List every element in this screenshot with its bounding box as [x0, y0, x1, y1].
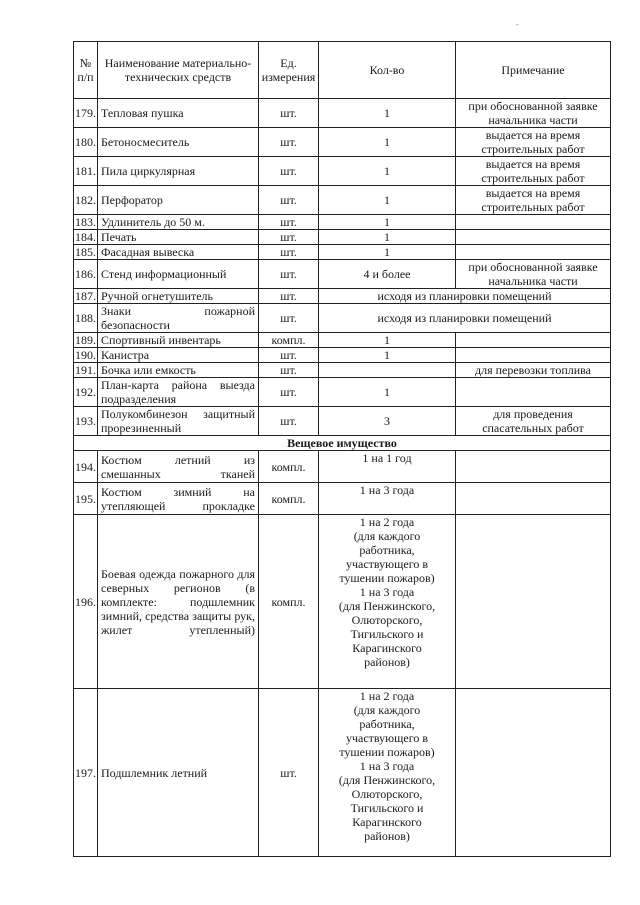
item-quantity: 1 — [319, 348, 456, 363]
row-number: 196. — [74, 515, 98, 689]
row-number: 186. — [74, 260, 98, 289]
item-unit: шт. — [259, 215, 319, 230]
table-row — [74, 260, 611, 289]
item-note — [456, 515, 611, 689]
item-note: для проведения спасательных работ — [456, 407, 611, 436]
header-qty: Кол-во — [319, 42, 456, 99]
item-name: Боевая одежда пожарного для северных регионов (в комплекте: подшлемник зимний, средства защиты рук, жилет утепленный) — [98, 515, 259, 689]
item-unit: шт. — [259, 245, 319, 260]
item-note — [456, 451, 611, 483]
quantity-line: (для Пенжинского, — [338, 599, 436, 613]
item-quantity: 1 — [319, 128, 456, 157]
row-number: 190. — [75, 348, 96, 362]
item-note — [456, 483, 611, 515]
item-unit: шт. — [259, 186, 319, 215]
item-name: Полукомбинезон защитный прорезиненный — [98, 407, 259, 436]
materials-table — [73, 41, 611, 857]
item-note: выдается на время строительных работ — [456, 128, 611, 157]
table-row — [74, 289, 611, 304]
quantity-line: (для каждого — [353, 703, 421, 717]
item-quantity: 1 на 1 год — [319, 451, 456, 483]
item-quantity — [319, 515, 456, 689]
table-row — [74, 333, 611, 348]
table-row — [74, 215, 611, 230]
item-note — [456, 348, 611, 363]
item-note — [456, 245, 611, 260]
item-name: Костюм летний из смешанных тканей — [98, 451, 259, 483]
row-number: 183. — [75, 215, 96, 229]
row-number: 189. — [75, 333, 96, 347]
row-number: 184. — [75, 230, 96, 244]
quantity-line: 1 на 2 года — [359, 689, 415, 703]
item-merged-note: исходя из планировки помещений — [319, 289, 611, 304]
quantity-line: 1 на 3 года — [359, 585, 415, 599]
table-row — [74, 245, 611, 260]
item-quantity — [319, 363, 456, 378]
item-unit: компл. — [259, 451, 319, 483]
item-quantity: 1 — [319, 215, 456, 230]
table-row — [74, 128, 611, 157]
item-name: План-карта района выезда подразделения — [98, 378, 259, 407]
item-quantity: 1 — [319, 333, 456, 348]
quantity-line: Олюторского, — [351, 613, 423, 627]
table-row — [74, 230, 611, 245]
item-unit: компл. — [259, 333, 319, 348]
item-name: Удлинитель до 50 м. — [98, 215, 259, 230]
row-number: 195. — [74, 483, 98, 515]
table-row — [74, 99, 611, 128]
item-quantity: 1 — [319, 245, 456, 260]
row-number: 187. — [75, 289, 96, 303]
item-name: Печать — [98, 230, 259, 245]
table-row — [74, 451, 611, 483]
row-number: 192. — [74, 378, 98, 407]
quantity-line: Тигильского и — [350, 801, 424, 815]
row-number: 179. — [74, 99, 98, 128]
table-row — [74, 407, 611, 436]
header-name: Наименование материально-технических средств — [98, 42, 259, 99]
row-number: 194. — [74, 451, 98, 483]
quantity-line: участвующего в — [345, 557, 428, 571]
item-unit: шт. — [259, 260, 319, 289]
section-heading: Вещевое имущество — [74, 436, 611, 451]
quantity-line: Тигильского и — [350, 627, 424, 641]
item-unit: шт. — [259, 689, 319, 857]
quantity-line: Олюторского, — [351, 787, 423, 801]
item-name: Подшлемник летний — [98, 689, 259, 857]
quantity-line: (для каждого — [353, 529, 421, 543]
quantity-line: 1 на 3 года — [359, 759, 415, 773]
item-merged-note: исходя из планировки помещений — [319, 304, 611, 333]
item-note — [456, 378, 611, 407]
item-quantity — [319, 689, 456, 857]
item-unit: шт. — [259, 99, 319, 128]
item-quantity: 1 — [319, 230, 456, 245]
item-quantity: 3 — [319, 407, 456, 436]
quantity-line: Карагинского — [352, 641, 422, 655]
item-unit: шт. — [259, 289, 319, 304]
item-note: при обоснованной заявке начальника части — [456, 260, 611, 289]
item-name: Костюм зимний на утепляющей прокладке — [98, 483, 259, 515]
item-note: для перевозки топлива — [456, 363, 611, 378]
table-row — [74, 304, 611, 333]
item-unit: компл. — [259, 515, 319, 689]
row-number: 191. — [75, 363, 96, 377]
table-row — [74, 186, 611, 215]
quantity-line: 1 на 2 года — [359, 515, 415, 529]
row-number: 193. — [74, 407, 98, 436]
quantity-line: Карагинского — [352, 815, 422, 829]
item-quantity: 1 — [319, 378, 456, 407]
row-number: 197. — [74, 689, 98, 857]
item-unit: шт. — [259, 378, 319, 407]
item-quantity: 1 на 3 года — [319, 483, 456, 515]
quantity-line: работника, — [359, 543, 415, 557]
quantity-line: районов) — [364, 655, 410, 669]
item-unit: шт. — [259, 348, 319, 363]
item-name: Бетоносмеситель — [98, 128, 259, 157]
item-name: Тепловая пушка — [98, 99, 259, 128]
row-number: 182. — [74, 186, 98, 215]
quantity-line: (для Пенжинского, — [338, 773, 436, 787]
item-unit: шт. — [259, 157, 319, 186]
table-row — [74, 378, 611, 407]
row-number: 188. — [74, 304, 98, 333]
item-note — [456, 689, 611, 857]
item-unit: шт. — [259, 230, 319, 245]
item-name: Перфоратор — [98, 186, 259, 215]
item-name: Стенд информационный — [98, 260, 259, 289]
row-number: 185. — [75, 245, 96, 259]
header-num: № п/п — [74, 42, 98, 99]
quantity-line: тушении пожаров) — [339, 745, 435, 759]
item-unit: шт. — [259, 128, 319, 157]
table-row — [74, 515, 611, 689]
header-unit: Ед. измерения — [259, 42, 319, 99]
item-unit: шт. — [259, 363, 319, 378]
table-body — [74, 99, 611, 857]
item-note: при обоснованной заявке начальника части — [456, 99, 611, 128]
table-row — [74, 157, 611, 186]
table-row — [74, 483, 611, 515]
item-quantity: 1 — [319, 186, 456, 215]
item-unit: шт. — [259, 407, 319, 436]
page-mark: - — [516, 20, 519, 29]
item-name: Бочка или емкость — [98, 363, 259, 378]
quantity-line: районов) — [364, 829, 410, 843]
item-name: Пила циркулярная — [98, 157, 259, 186]
item-note — [456, 333, 611, 348]
item-name: Фасадная вывеска — [98, 245, 259, 260]
item-quantity: 1 — [319, 157, 456, 186]
item-name: Спортивный инвентарь — [98, 333, 259, 348]
table-row — [74, 436, 611, 451]
item-note — [456, 230, 611, 245]
item-name: Канистра — [98, 348, 259, 363]
item-name: Знаки пожарной безопасности — [98, 304, 259, 333]
row-number: 180. — [74, 128, 98, 157]
quantity-line: участвующего в — [345, 731, 428, 745]
table-row — [74, 348, 611, 363]
item-note — [456, 215, 611, 230]
header-note: Примечание — [456, 42, 611, 99]
item-unit: компл. — [259, 483, 319, 515]
item-note: выдается на время строительных работ — [456, 186, 611, 215]
row-number: 181. — [74, 157, 98, 186]
item-name: Ручной огнетушитель — [98, 289, 259, 304]
item-unit: шт. — [259, 304, 319, 333]
table-header-row — [74, 42, 611, 99]
quantity-line: тушении пожаров) — [339, 571, 435, 585]
item-note: выдается на время строительных работ — [456, 157, 611, 186]
quantity-line: работника, — [359, 717, 415, 731]
table-row — [74, 689, 611, 857]
table-row — [74, 363, 611, 378]
item-quantity: 1 — [319, 99, 456, 128]
item-quantity: 4 и более — [319, 260, 456, 289]
